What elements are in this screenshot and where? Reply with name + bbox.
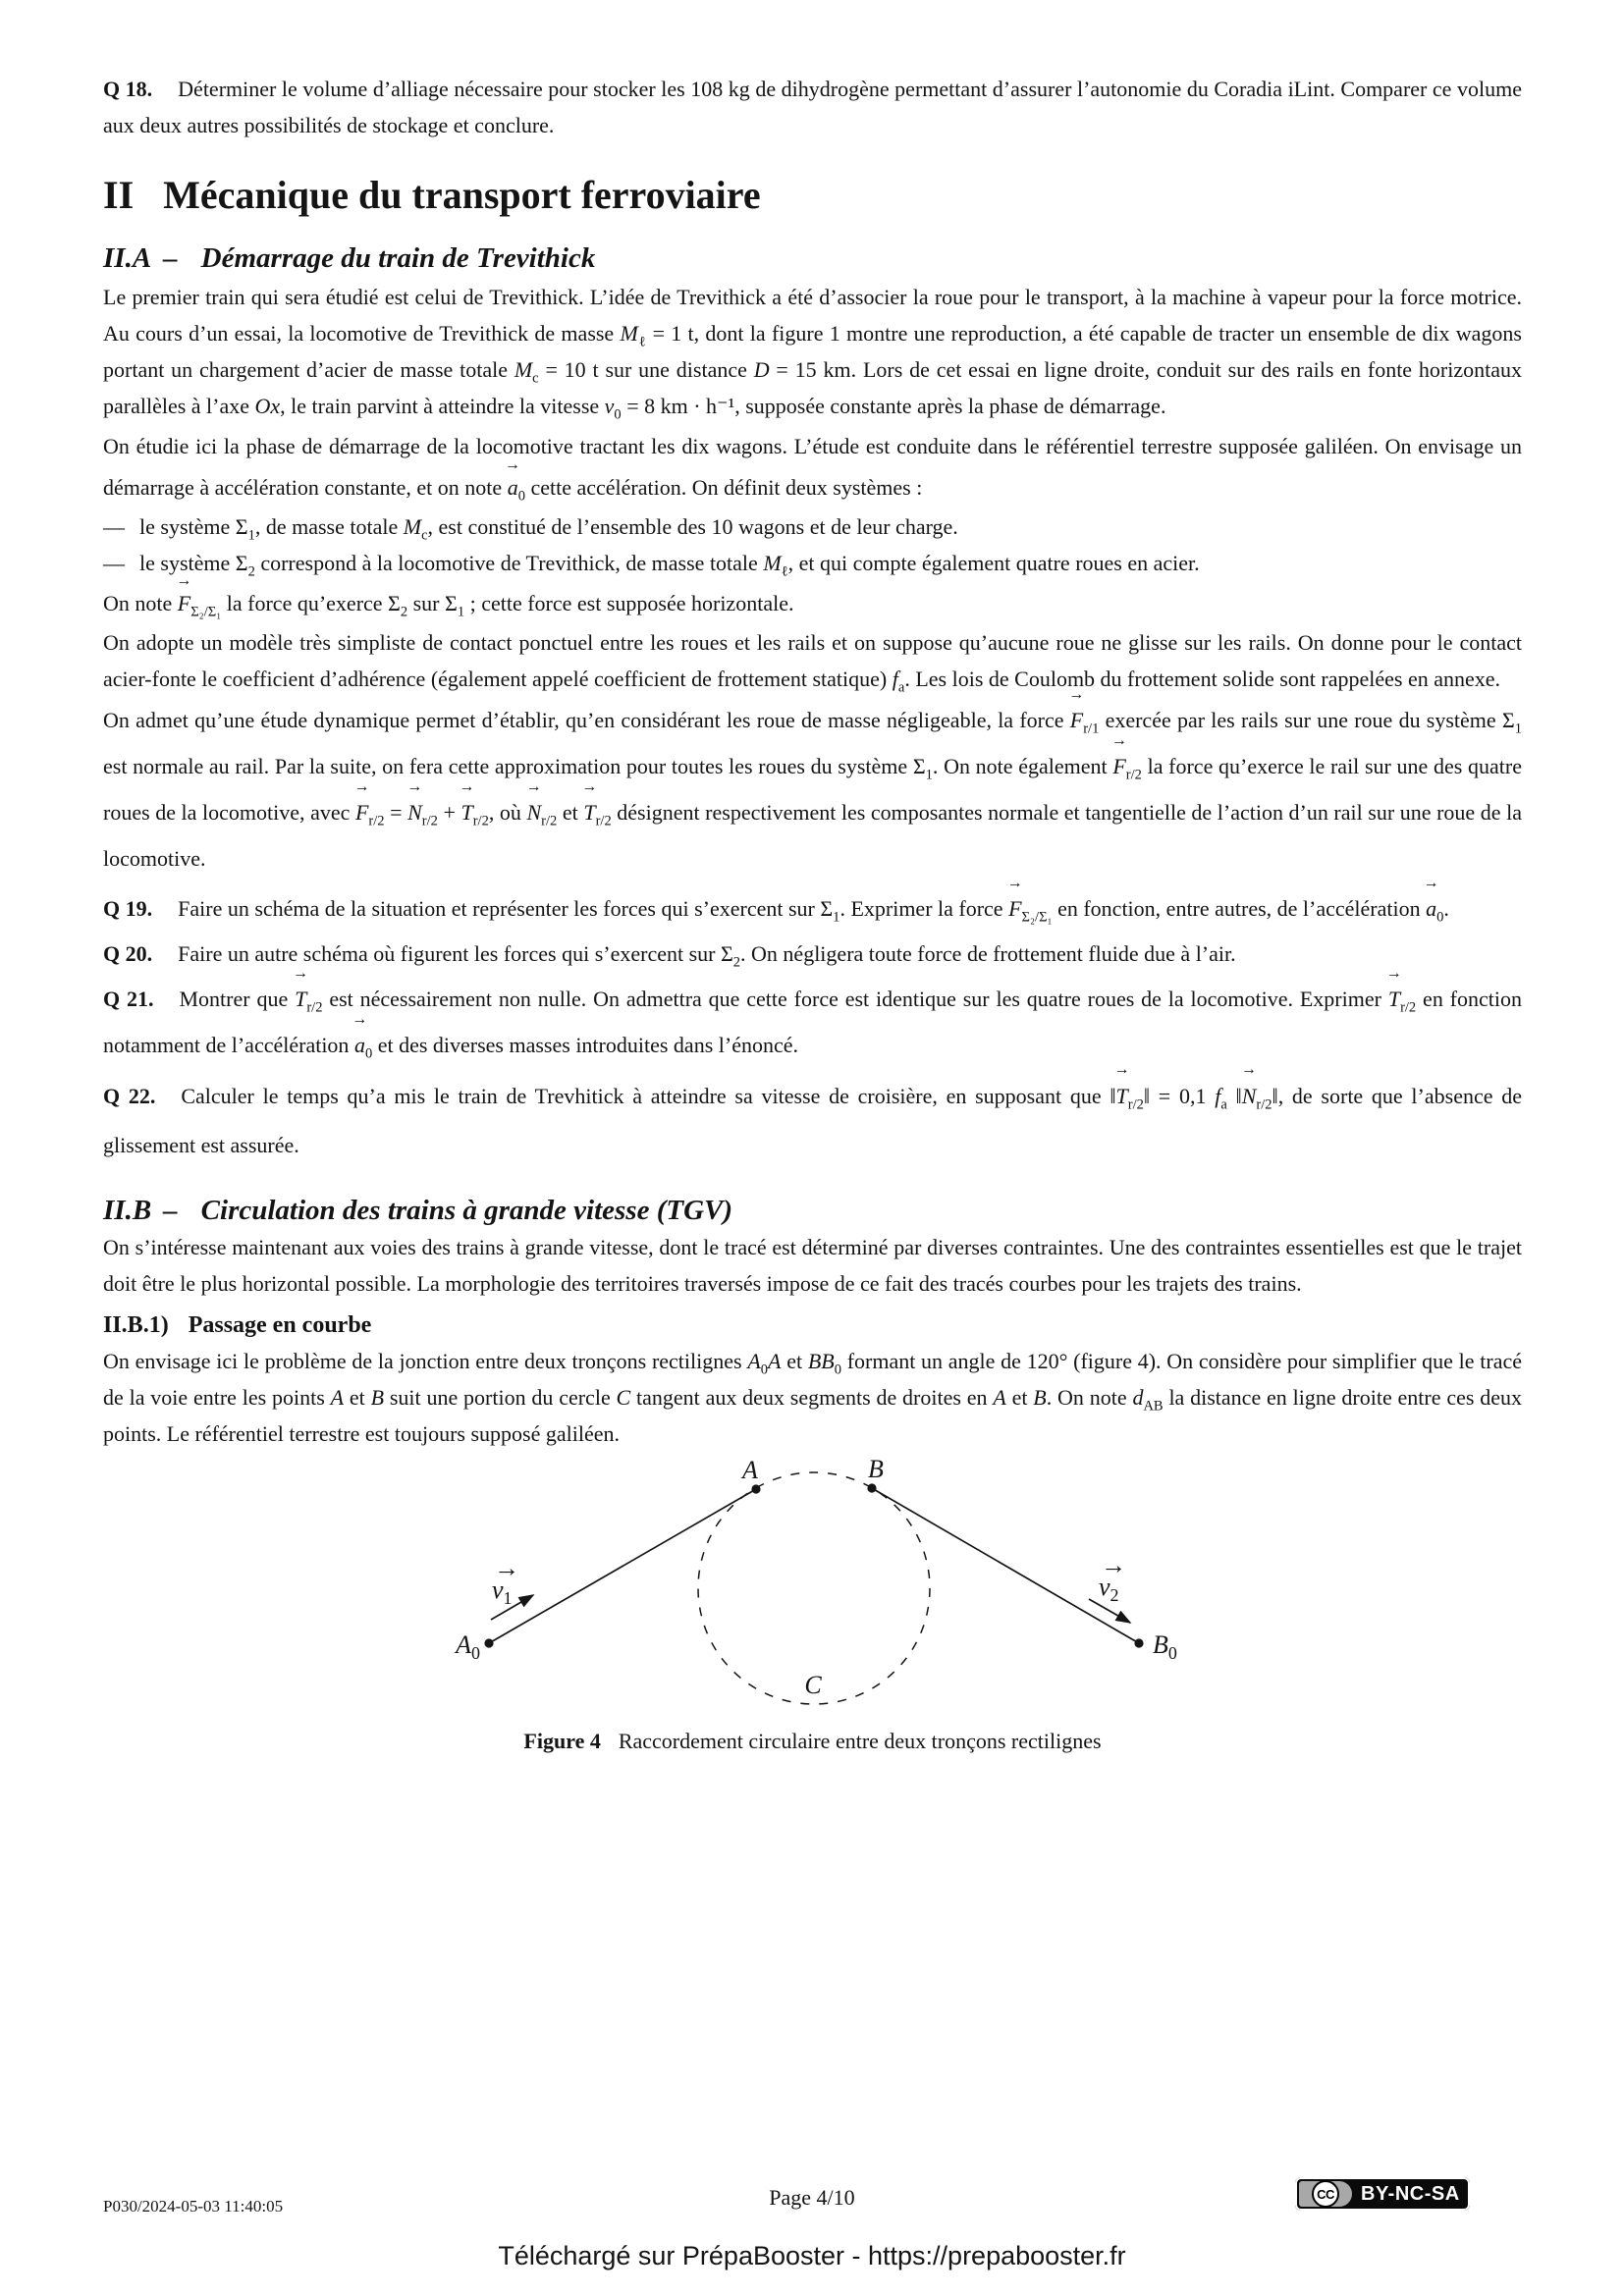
- section-title: Mécanique du transport ferroviaire: [163, 173, 761, 217]
- paragraph-trevithick-intro: Le premier train qui sera étudié est celui de Trevithick. L’idée de Trevithick a été d’associer la roue pour le transport, à la machine à vapeur pour la force motrice. Au cours d’un essai, la locomotive de Trevithick de masse $M_\ell = 1$ t, dont la figure 1 montre une reproduction, a été capable de tracter un ensemble de dix wagons portant un chargement d’acier de masse totale $M_c = 10$ t sur une distance D = 15 km. Lors de cet essai en ligne droite, conduit sur des rails en fonte horizontaux parallèles à l’axe Ox, le train parvint à atteindre la vitesse $v_0 = 8$ km · h⁻¹, supposée constante après la phase de démarrage.: [103, 285, 1522, 423]
- footer-page-number: Page 4/10: [769, 2185, 855, 2210]
- subsubsection-iib1-number: II.B.1): [103, 1312, 169, 1338]
- point-b0-dot: [1134, 1638, 1143, 1647]
- page-content: [103, 71, 1522, 1755]
- question-20-label: Q 20.: [103, 941, 153, 966]
- subsection-iib-number: II.B: [103, 1195, 152, 1226]
- section-heading-mecanique: [103, 173, 1522, 218]
- cc-icon: CC: [1312, 2180, 1339, 2208]
- cc-license-badge: [1295, 2177, 1470, 2211]
- question-21-label: Q 21.: [103, 987, 154, 1011]
- question-19-text: Faire un schéma de la situation et représenter les forces qui s’exercent sur $\Sigma_1$. Exprimer la force → $F_{\Sigma_2/\Sigma_1}$ en fonction, entre autres, de l’accélération → $a_0$.: [178, 875, 1449, 926]
- question-19-label: Q 19.: [103, 896, 153, 921]
- label-point-a0: $A_0$: [455, 1630, 480, 1663]
- label-point-b: B: [867, 1460, 884, 1483]
- question-18-label: Q 18.: [103, 77, 153, 101]
- question-19: [103, 875, 1522, 932]
- paragraph-modele-contact: On adopte un modèle très simpliste de contact ponctuel entre les roues et les rails et on suppose qu’aucune roue ne glisse sur les rails. On donne pour le contact acier-fonte le coefficient d’adhérence (également appelé coefficient de frottement statique) $f_a$. Les lois de Coulomb du frottement solide sont rappelées en annexe.: [103, 630, 1522, 696]
- segment-bb0: [872, 1488, 1139, 1643]
- figure-caption-label: Figure 4: [523, 1729, 601, 1753]
- paragraph-etude-dynamique: On admet qu’une étude dynamique permet d’établir, qu’en considérant les roue de masse négligeable, la force → $F_{r/1}$ exercée par les rails sur une roue du système $\Sigma_1$ est normale au rail. Par la suite, on fera cette approximation pour toutes les roues du système $\Sigma_1$. On note également → $F_{r/2}$ la force qu’exerce le rail sur une des quatre roues de la locomotive, avec → $F_{r/2}$ = → $N_{r/2}$ + → $T_{r/2}$, où → $N_{r/2}$ et → $T_{r/2}$ désignent respectivement les composantes normale et tangentielle de l’action d’un rail sur une roue de la locomotive.: [103, 686, 1523, 871]
- v2-vector-arrow-icon: →: [1100, 1551, 1126, 1579]
- question-20: [103, 935, 1522, 972]
- figure-4-diagram: [435, 1460, 1191, 1713]
- question-21: [103, 965, 1522, 1068]
- question-22-text: Calculer le temps qu’a mis le train de Trevhitick à atteindre sa vitesse de croisière, en supposant que ‖ → $T_{r/2}‖ = 0,1$ $f_a$ ‖ → $N_{r/2}‖$, de sorte que l’absence de glissement est assurée.: [103, 1061, 1522, 1157]
- list-item-sigma2-text: le système $\Sigma_2$ correspond à la locomotive de Trevithick, de masse totale $M_\ell$, et qui compte également quatre roues en acier.: [139, 551, 1200, 580]
- question-18-text: Déterminer le volume d’alliage nécessaire pour stocker les 108 kg de dihydrogène permettant d’assurer l’autonomie du Coradia iLint. Comparer ce volume aux deux autres possibilités de stockage et conclure.: [103, 77, 1522, 137]
- figure-4: [103, 1460, 1522, 1755]
- license-text: BY-NC-SA: [1361, 2182, 1460, 2205]
- list-item-sigma1: [103, 508, 1522, 545]
- point-b-dot: [867, 1483, 876, 1492]
- label-point-a: A: [741, 1460, 758, 1484]
- subsection-iia-dash: –: [163, 242, 178, 274]
- list-dash-icon: —: [103, 551, 125, 575]
- cc-icon-zone: [1299, 2181, 1352, 2207]
- footer-doc-id: P030/2024-05-03 11:40:05: [103, 2197, 284, 2216]
- segment-a0a: [489, 1489, 756, 1643]
- download-attribution: Téléchargé sur PrépaBooster - https://prepabooster.fr: [498, 2241, 1126, 2270]
- subsection-iia-title: Démarrage du train de Trevithick: [200, 242, 596, 274]
- systems-list: [103, 508, 1522, 581]
- label-v1: $v_1$: [491, 1575, 513, 1608]
- paragraph-force-sigma: On note → $F_{\Sigma_2/\Sigma_1}$ la force qu’exerce $\Sigma_2$ sur $\Sigma_1$ ; cette force est supposée horizontale.: [103, 572, 794, 620]
- circle-c-path: [698, 1472, 930, 1704]
- question-18: [103, 71, 1522, 143]
- question-21-text: Montrer que → $T_{r/2}$ est nécessairement non nulle. On admettra que cette force est identique sur les quatre roues de la locomotive. Exprimer → $T_{r/2}$ en fonction notamment de l’accélération → $a_0$ et des diverses masses introduites dans l’énoncé.: [103, 965, 1522, 1062]
- list-dash-icon: —: [103, 514, 125, 539]
- paragraph-demarrage-etude: On étudie ici la phase de démarrage de la locomotive tractant les dix wagons. L’étude est conduite dans le référentiel terrestre supposée galiléen. On envisage un démarrage à accélération constante, et on note → $a_0$ cette accélération. On définit deux systèmes :: [103, 434, 1522, 505]
- figure-caption-text: Raccordement circulaire entre deux tronçons rectilignes: [618, 1729, 1102, 1753]
- label-point-b0: $B_0$: [1152, 1630, 1177, 1663]
- subsection-heading-iib: [103, 1194, 1522, 1227]
- paragraph-jonction: On envisage ici le problème de la jonction entre deux tronçons rectilignes $A_0A$ et $BB_0$ formant un angle de 120° (figure 4). On considère pour simplifier que le tracé de la voie entre les points A et B suit une portion du cercle C tangent aux deux segments de droites en A et B. On note $d_{AB}$ la distance en ligne droite entre ces deux points. Le référentiel terrestre est toujours supposé galiléen.: [103, 1349, 1522, 1446]
- point-a-dot: [751, 1484, 760, 1493]
- question-22-label: Q 22.: [103, 1084, 156, 1108]
- subsection-iib-dash: –: [163, 1195, 178, 1226]
- section-number: II: [103, 173, 135, 217]
- list-item-sigma2: [103, 545, 1522, 581]
- list-item-sigma1-text: le système $\Sigma_1$, de masse totale $M_c$, est constitué de l’ensemble des 10 wagons et de leur charge.: [139, 514, 958, 544]
- question-20-text: Faire un autre schéma où figurent les forces qui s’exercent sur $\Sigma_2$. On négligera toute force de frottement fluide due à l’air.: [178, 941, 1236, 971]
- label-curve-c: C: [803, 1671, 822, 1699]
- figure-4-caption: [103, 1728, 1522, 1755]
- point-a0-dot: [484, 1638, 493, 1647]
- label-v2: $v_2$: [1098, 1573, 1119, 1605]
- subsubsection-heading-iib1: [103, 1311, 1522, 1339]
- subsection-iib-title: Circulation des trains à grande vitesse (TGV): [200, 1195, 733, 1226]
- v1-vector-arrow-icon: →: [493, 1554, 519, 1582]
- paragraph-tgv-intro: On s’intéresse maintenant aux voies des trains à grande vitesse, dont le tracé est déterminé par diverses contraintes. Une des contraintes essentielles est que le trajet doit être le plus horizontal possible. La morphologie des territoires traversés impose de ce fait des tracés courbes pour les trajets des trains.: [103, 1235, 1522, 1296]
- subsection-iia-number: II.A: [103, 242, 152, 274]
- subsubsection-iib1-title: Passage en courbe: [188, 1312, 372, 1338]
- subsection-heading-iia: [103, 241, 1522, 275]
- question-22: [103, 1061, 1522, 1170]
